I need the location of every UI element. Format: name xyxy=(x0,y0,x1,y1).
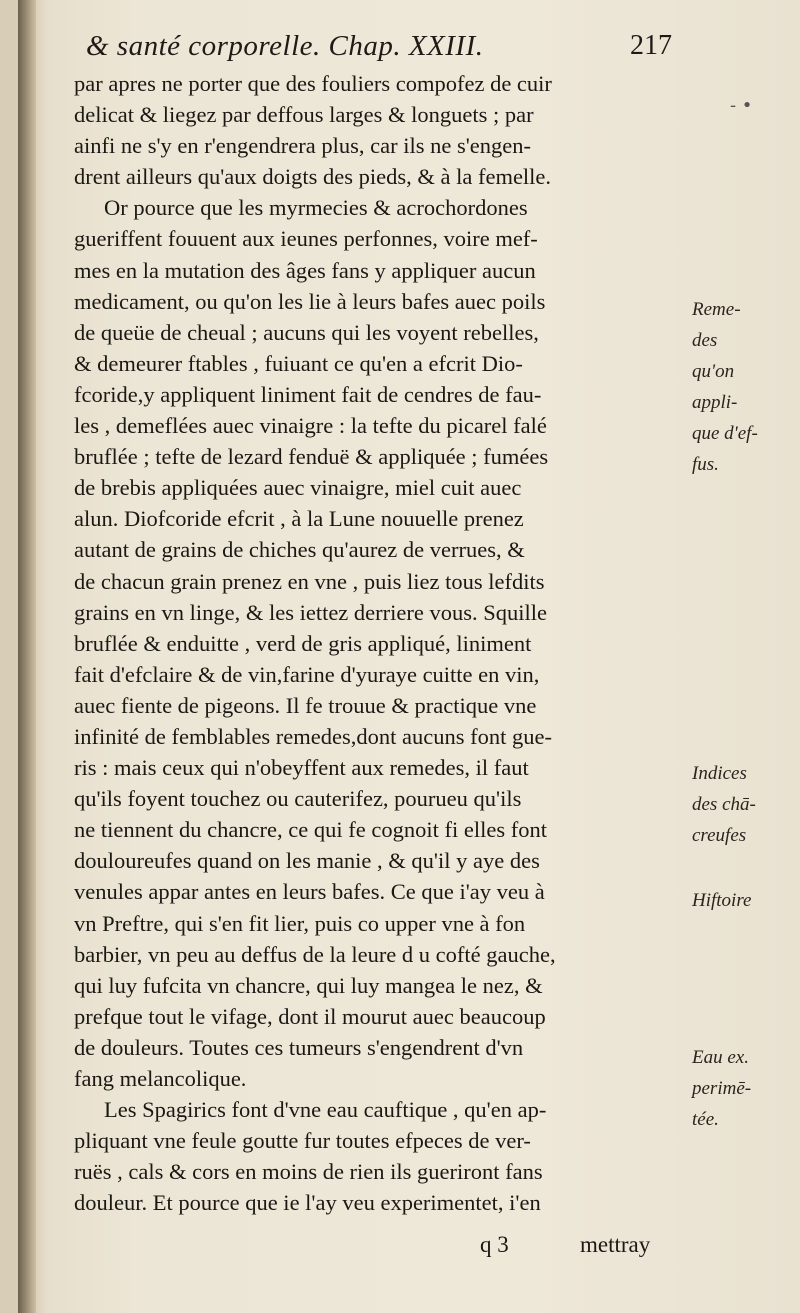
margin-note-line: Indices xyxy=(692,763,747,784)
catchword: mettray xyxy=(580,1232,651,1257)
margin-note-line: Eau ex. xyxy=(692,1047,749,1068)
text-line: alun. Diofcoride efcrit , à la Lune nouuelle prenez xyxy=(74,506,524,532)
text-line: auec fiente de pigeons. Il fe trouue & practique vne xyxy=(74,692,537,718)
text-line: les , demeflées auec vinaigre : la tefte du picarel falé xyxy=(74,413,547,439)
text-line: Les Spagirics font d'vne eau cauftique , qu'en ap- xyxy=(104,1097,547,1123)
margin-note-indices xyxy=(692,758,792,851)
margin-note-line: que d'ef- xyxy=(692,423,758,444)
margin-note-eau xyxy=(692,1042,792,1135)
text-line: de brebis appliquées auec vinaigre, miel cuit auec xyxy=(74,475,522,501)
text-line: grains en vn linge, & les iettez derriere vous. Squille xyxy=(74,599,547,625)
margin-note-line: perimē- xyxy=(692,1078,752,1099)
margin-note-line: creufes xyxy=(692,825,747,846)
text-line: venules appar antes en leurs bafes. Ce que i'ay veu à xyxy=(74,879,545,905)
text-line: de douleurs. Toutes ces tumeurs s'engendrent d'vn xyxy=(74,1034,524,1060)
text-line: infinité de femblables remedes,dont aucuns font gue- xyxy=(74,723,552,749)
text-line: ris : mais ceux qui n'obeyffent aux remedes, il faut xyxy=(74,755,529,781)
stray-mark: - • xyxy=(730,95,753,116)
text-line: ruës , cals & cors en moins de rien ils gueriront fans xyxy=(74,1159,543,1185)
margin-note-line: appli- xyxy=(692,392,738,413)
text-line: qui luy fufcita vn chancre, qui luy mangea le nez, & xyxy=(74,972,543,998)
text-line: pliquant vne feule goutte fur toutes efpeces de ver- xyxy=(74,1128,531,1154)
text-line: qu'ils foyent touchez ou cauterifez, pourueu qu'ils xyxy=(74,786,522,812)
text-line: fait d'efclaire & de vin,farine d'yuraye cuitte en vin, xyxy=(74,661,540,687)
text-line: fcoride,y appliquent liniment fait de cendres de fau- xyxy=(74,381,542,407)
margin-note-line: qu'on xyxy=(692,361,735,382)
text-line: Or pource que les myrmecies & acrochordones xyxy=(104,195,528,221)
text-line: & demeurer ftables , fuiuant ce qu'en a efcrit Dio- xyxy=(74,350,523,376)
margin-note-line: des chā- xyxy=(692,794,756,815)
text-line: mes en la mutation des âges fans y appliquer aucun xyxy=(74,257,536,283)
body-text xyxy=(74,68,684,1218)
margin-note-line: Hiftoire xyxy=(692,890,752,911)
text-line: vn Preftre, qui s'en fit lier, puis co upper vne à fon xyxy=(74,910,526,936)
text-line: gueriffent fouuent aux ieunes perfonnes, voire mef- xyxy=(74,226,538,252)
text-line: ainfi ne s'y en r'engendrera plus, car ils ne s'engen- xyxy=(74,133,531,159)
text-line: par apres ne porter que des fouliers compofez de cuir xyxy=(74,71,552,96)
margin-note-line: fus. xyxy=(692,454,719,475)
margin-note-line: Reme- xyxy=(692,299,741,320)
text-line: autant de grains de chiches qu'aurez de verrues, & xyxy=(74,537,525,563)
text-line: prefque tout le vifage, dont il mourut auec beaucoup xyxy=(74,1003,546,1029)
text-line: bruflée & enduitte , verd de gris appliqué, liniment xyxy=(74,630,532,656)
text-line: medicament, ou qu'on les lie à leurs bafes auec poils xyxy=(74,288,546,314)
text-line: douleur. Et pource que ie l'ay veu experimentet, i'en xyxy=(74,1190,541,1216)
text-line: bruflée ; tefte de lezard fenduë & appliquée ; fumées xyxy=(74,444,549,470)
signature-mark: q 3 xyxy=(480,1232,509,1257)
text-line: ne tiennent du chancre, ce qui fe cognoit fi elles font xyxy=(74,817,547,843)
text-line: de queüe de cheual ; aucuns qui les voyent rebelles, xyxy=(74,319,539,345)
text-line: douloureufes quand on les manie , & qu'il y aye des xyxy=(74,848,540,874)
page-gutter xyxy=(18,0,36,1313)
text-line: barbier, vn peu au deffus de la leure d u cofté gauche, xyxy=(74,941,556,967)
text-line: drent ailleurs qu'aux doigts des pieds, & à la femelle. xyxy=(74,164,552,190)
running-header xyxy=(86,30,686,70)
page-number: 217 xyxy=(630,30,672,61)
text-line: delicat & liegez par deffous larges & longuets ; par xyxy=(74,102,534,128)
margin-note-line: tée. xyxy=(692,1109,719,1130)
margin-note-histoire xyxy=(692,885,792,916)
running-title: & santé corporelle. Chap. XXIII. xyxy=(86,30,484,62)
text-line: fang melancolique. xyxy=(74,1066,247,1091)
margin-note-line: des xyxy=(692,330,718,351)
margin-note-remedes xyxy=(692,294,792,480)
text-line: de chacun grain prenez en vne , puis liez tous lefdits xyxy=(74,568,545,594)
